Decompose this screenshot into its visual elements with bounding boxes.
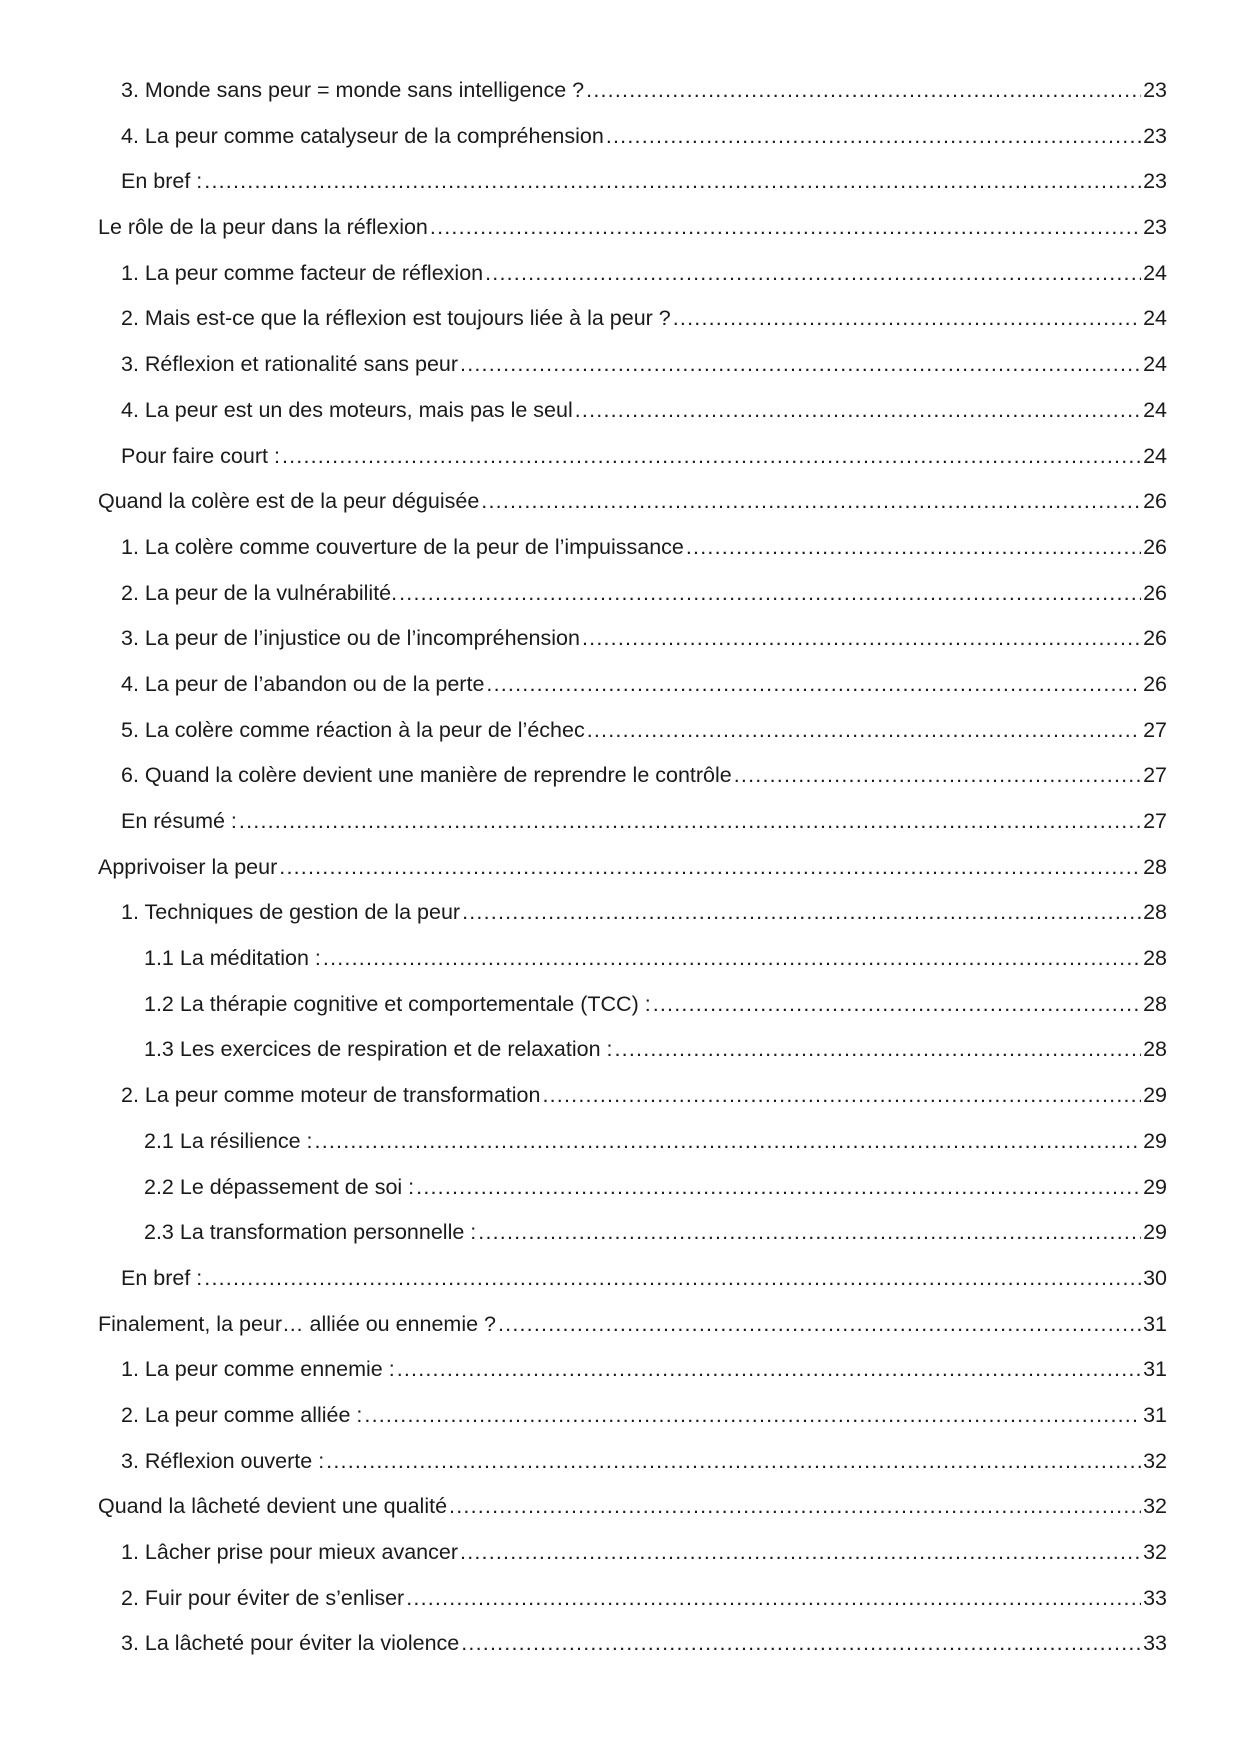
toc-dot-leader <box>204 1256 1141 1302</box>
toc-entry[interactable] <box>98 571 1167 617</box>
toc-entry-page-number: 23 <box>1143 123 1167 148</box>
toc-entry[interactable] <box>98 1073 1167 1119</box>
toc-dot-leader <box>406 1576 1141 1622</box>
toc-dot-leader <box>542 1073 1141 1119</box>
toc-entry-title: 2. La peur de la vulnérabilité. <box>121 580 398 605</box>
toc-entry-title: 2.2 Le dépassement de soi : <box>144 1174 415 1199</box>
toc-entry[interactable] <box>98 388 1167 434</box>
toc-entry-page-number: 27 <box>1143 809 1167 833</box>
toc-entry[interactable] <box>98 1393 1167 1439</box>
toc-entry-title: 3. Réflexion et rationalité sans peur <box>121 352 459 377</box>
toc-entry-page-number: 33 <box>1143 1585 1167 1610</box>
toc-entry-title: 3. La lâcheté pour éviter la violence <box>121 1631 460 1656</box>
toc-entry[interactable] <box>98 434 1167 480</box>
toc-dot-leader <box>582 616 1141 662</box>
toc-entry-title: 1. Lâcher prise pour mieux avancer <box>121 1540 459 1564</box>
toc-entry[interactable] <box>98 708 1167 754</box>
toc-entry[interactable] <box>98 114 1167 160</box>
toc-entry-page-number: 31 <box>1143 1402 1167 1427</box>
toc-entry[interactable] <box>98 1302 1167 1348</box>
toc-entry-title: 4. La peur comme catalyseur de la compréhension <box>121 123 604 148</box>
toc-dot-leader <box>606 114 1141 160</box>
toc-dot-leader <box>498 1302 1141 1348</box>
toc-entry[interactable] <box>98 845 1167 891</box>
toc-dot-leader <box>653 982 1141 1028</box>
toc-entry[interactable] <box>98 1256 1167 1302</box>
toc-entry-page-number: 28 <box>1143 946 1167 971</box>
toc-entry-page-number: 29 <box>1143 1083 1167 1108</box>
toc-dot-leader <box>462 890 1141 936</box>
toc-dot-leader <box>460 342 1141 388</box>
toc-entry-title: 1. La colère comme couverture de la peur de l’impuissance <box>121 534 684 559</box>
toc-dot-leader <box>485 251 1141 297</box>
toc-dot-leader <box>449 1484 1141 1530</box>
toc-entry-page-number: 27 <box>1143 763 1167 788</box>
toc-entry[interactable] <box>98 662 1167 708</box>
toc-dot-leader <box>587 708 1141 754</box>
toc-entry[interactable] <box>98 479 1167 525</box>
toc-entry[interactable] <box>98 68 1167 114</box>
toc-dot-leader <box>282 434 1141 480</box>
toc-dot-leader <box>461 1621 1141 1667</box>
toc-entry-page-number: 26 <box>1143 489 1167 514</box>
toc-entry[interactable] <box>98 1530 1167 1576</box>
toc-dot-leader <box>315 1119 1142 1165</box>
toc-entry-title: Apprivoiser la peur <box>98 854 278 879</box>
toc-dot-leader <box>686 525 1141 571</box>
toc-entry-page-number: 26 <box>1143 580 1167 605</box>
toc-dot-leader <box>673 296 1141 342</box>
toc-dot-leader <box>204 159 1141 205</box>
toc-entry-title: 5. La colère comme réaction à la peur de l’échec <box>121 717 585 742</box>
toc-entry-title: 3. La peur de l’injustice ou de l’incompréhension <box>121 626 580 651</box>
toc-entry[interactable] <box>98 1119 1167 1165</box>
toc-entry-title: 6. Quand la colère devient une manière de reprendre le contrôle <box>121 763 732 788</box>
toc-entry[interactable] <box>98 1165 1167 1211</box>
toc-entry-title: Le rôle de la peur dans la réflexion <box>98 215 428 240</box>
toc-dot-leader <box>399 571 1141 617</box>
toc-entry-page-number: 24 <box>1143 306 1167 331</box>
toc-entry-title: 2.3 La transformation personnelle : <box>144 1220 477 1245</box>
toc-entry-title: 4. La peur de l’abandon ou de la perte <box>121 671 485 696</box>
toc-dot-leader <box>486 662 1141 708</box>
toc-dot-leader <box>364 1393 1141 1439</box>
toc-entry-page-number: 26 <box>1143 534 1167 559</box>
toc-entry-title: 1.1 La méditation : <box>144 946 321 971</box>
toc-dot-leader <box>397 1347 1141 1393</box>
toc-dot-leader <box>481 479 1141 525</box>
toc-entry-page-number: 32 <box>1143 1448 1167 1473</box>
toc-entry[interactable] <box>98 1439 1167 1485</box>
toc-dot-leader <box>326 1439 1141 1485</box>
toc-dot-leader <box>586 68 1141 114</box>
toc-entry-page-number: 29 <box>1143 1128 1167 1153</box>
toc-entry-page-number: 31 <box>1143 1311 1167 1336</box>
toc-dot-leader <box>239 799 1141 845</box>
toc-entry-page-number: 24 <box>1143 352 1167 377</box>
toc-entry-page-number: 28 <box>1143 991 1167 1016</box>
toc-entry-page-number: 33 <box>1143 1631 1167 1656</box>
toc-entry-title: 1. La peur comme ennemie : <box>121 1357 395 1382</box>
toc-entry-page-number: 32 <box>1143 1494 1167 1519</box>
toc-entry-title: 2. La peur comme alliée : <box>121 1402 363 1427</box>
toc-entry[interactable] <box>98 1621 1167 1667</box>
toc-entry[interactable] <box>98 1210 1167 1256</box>
toc-entry[interactable] <box>98 251 1167 297</box>
toc-dot-leader <box>416 1165 1141 1211</box>
toc-entry-page-number: 29 <box>1143 1220 1167 1245</box>
toc-entry-title: En bref : <box>121 169 203 194</box>
toc-entry-title: En bref : <box>121 1265 203 1290</box>
toc-entry[interactable] <box>98 1576 1167 1622</box>
toc-entry-title: 1.2 La thérapie cognitive et comportementale (TCC) : <box>144 991 651 1016</box>
toc-entry-title: Finalement, la peur… alliée ou ennemie ? <box>98 1311 496 1336</box>
toc-entry-page-number: 24 <box>1143 443 1167 468</box>
toc-entry-title: 2. La peur comme moteur de transformation <box>121 1083 541 1108</box>
toc-entry-title: 3. Monde sans peur = monde sans intelligence ? <box>121 78 585 102</box>
toc-entry[interactable] <box>98 616 1167 662</box>
toc-entry-page-number: 26 <box>1143 626 1167 651</box>
toc-dot-leader <box>460 1530 1141 1576</box>
toc-dot-leader <box>734 753 1141 799</box>
toc-entry[interactable] <box>98 342 1167 388</box>
toc-entry-title: 1.3 Les exercices de respiration et de relaxation : <box>144 1037 613 1062</box>
toc-dot-leader <box>323 936 1141 982</box>
toc-entry[interactable] <box>98 936 1167 982</box>
toc-entry-title: Quand la lâcheté devient une qualité <box>98 1494 448 1519</box>
toc-dot-leader <box>478 1210 1141 1256</box>
toc-entry[interactable] <box>98 1027 1167 1073</box>
toc-entry-page-number: 26 <box>1143 671 1167 696</box>
toc-entry-page-number: 32 <box>1143 1540 1167 1564</box>
toc-entry-page-number: 30 <box>1143 1265 1167 1290</box>
toc-dot-leader <box>615 1027 1142 1073</box>
toc-entry-title: 4. La peur est un des moteurs, mais pas le seul <box>121 397 573 422</box>
toc-entry[interactable] <box>98 890 1167 936</box>
toc-entry-page-number: 29 <box>1143 1174 1167 1199</box>
toc-entry-title: 2. Fuir pour éviter de s’enliser <box>121 1585 405 1610</box>
table-of-contents <box>98 68 1167 1667</box>
toc-entry-title: 2.1 La résilience : <box>144 1128 313 1153</box>
toc-entry[interactable] <box>98 753 1167 799</box>
toc-entry-page-number: 24 <box>1143 397 1167 422</box>
toc-entry-page-number: 23 <box>1143 169 1167 194</box>
toc-entry[interactable] <box>98 982 1167 1028</box>
toc-dot-leader <box>279 845 1141 891</box>
toc-entry-title: 2. Mais est-ce que la réflexion est toujours liée à la peur ? <box>121 306 671 331</box>
toc-entry-page-number: 28 <box>1143 900 1167 925</box>
toc-entry[interactable] <box>98 296 1167 342</box>
toc-entry[interactable] <box>98 799 1167 845</box>
toc-entry[interactable] <box>98 1347 1167 1393</box>
toc-entry-page-number: 28 <box>1143 854 1167 879</box>
toc-entry-title: 3. Réflexion ouverte : <box>121 1448 325 1473</box>
toc-entry-title: 1. La peur comme facteur de réflexion <box>121 260 484 285</box>
toc-entry[interactable] <box>98 159 1167 205</box>
toc-entry[interactable] <box>98 205 1167 251</box>
toc-entry-title: Pour faire court : <box>121 443 280 468</box>
toc-entry[interactable] <box>98 525 1167 571</box>
toc-entry-page-number: 23 <box>1143 78 1167 102</box>
toc-entry-title: En résumé : <box>121 809 237 833</box>
toc-entry-page-number: 27 <box>1143 717 1167 742</box>
toc-entry-page-number: 24 <box>1143 260 1167 285</box>
toc-dot-leader <box>430 205 1141 251</box>
toc-dot-leader <box>575 388 1141 434</box>
toc-entry-page-number: 28 <box>1143 1037 1167 1062</box>
toc-entry[interactable] <box>98 1484 1167 1530</box>
toc-entry-title: 1. Techniques de gestion de la peur <box>121 900 461 925</box>
toc-entry-title: Quand la colère est de la peur déguisée <box>98 489 480 514</box>
toc-entry-page-number: 31 <box>1143 1357 1167 1382</box>
toc-entry-page-number: 23 <box>1143 215 1167 240</box>
